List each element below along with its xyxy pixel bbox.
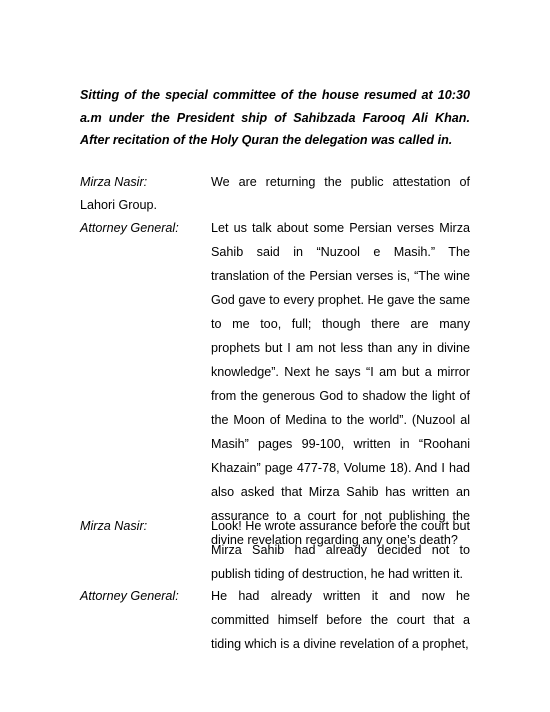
speech-line: Masih” pages 99-100, written in “Roohani bbox=[211, 437, 470, 451]
speech-line: Look! He wrote assurance before the court but bbox=[211, 519, 471, 533]
speech-line: to me too, full; though there are many bbox=[211, 317, 470, 331]
speaker-name: Attorney General: bbox=[80, 589, 179, 603]
speech-line: from the generous God to shadow the light of bbox=[211, 389, 470, 403]
speech-line: also asked that Mirza Sahib has written an bbox=[211, 485, 470, 499]
heading-line: a.m under the President ship of Sahibzada Farooq Ali Khan. bbox=[80, 110, 470, 125]
speech-text bbox=[211, 170, 470, 194]
heading-line: Sitting of the special committee of the house resumed at 10:30 bbox=[80, 88, 470, 102]
speech-text bbox=[211, 514, 470, 586]
speech-text bbox=[211, 216, 470, 552]
speech-line: prophets but I am not less than any in divine bbox=[211, 341, 470, 355]
speech-line: divine revelation regarding any one’s death? bbox=[211, 533, 458, 547]
speaker-name: Mirza Nasir: bbox=[80, 519, 148, 533]
speech-continuation: Lahori Group. bbox=[80, 198, 158, 212]
speech-text bbox=[211, 584, 470, 656]
heading-line: After recitation of the Holy Quran the delegation was called in. bbox=[80, 133, 453, 147]
speech-line: He had already written it and now he bbox=[211, 589, 470, 603]
speaker-name: Mirza Nasir: bbox=[80, 175, 148, 189]
speech-line: We are returning the public attestation of bbox=[211, 175, 470, 189]
speech-line: committed himself before the court that a bbox=[211, 613, 470, 627]
speech-line: knowledge”. Next he says “I am but a mirror bbox=[211, 365, 470, 379]
speech-line: the Moon of Medina to the world”. (Nuzool al bbox=[211, 413, 470, 427]
speech-line: publish tiding of destruction, he had written it. bbox=[211, 567, 464, 581]
speech-line: translation of the Persian verses is, “The wine bbox=[211, 269, 470, 283]
speech-line: assurance to a court for not publishing the bbox=[211, 509, 470, 523]
speech-line: tiding which is a divine revelation of a prophet, bbox=[211, 637, 469, 651]
session-heading bbox=[80, 84, 470, 152]
speech-line: God gave to every prophet. He gave the same bbox=[211, 293, 470, 307]
speech-line: Khazain” page 477-78, Volume 18). And I had bbox=[211, 461, 470, 475]
speaker-name: Attorney General: bbox=[80, 221, 179, 235]
speech-line: Mirza Sahib had already decided not to bbox=[211, 543, 470, 557]
speech-line: Sahib said in “Nuzool e Masih.” The bbox=[211, 245, 470, 259]
speech-line: Let us talk about some Persian verses Mirza bbox=[211, 221, 470, 235]
